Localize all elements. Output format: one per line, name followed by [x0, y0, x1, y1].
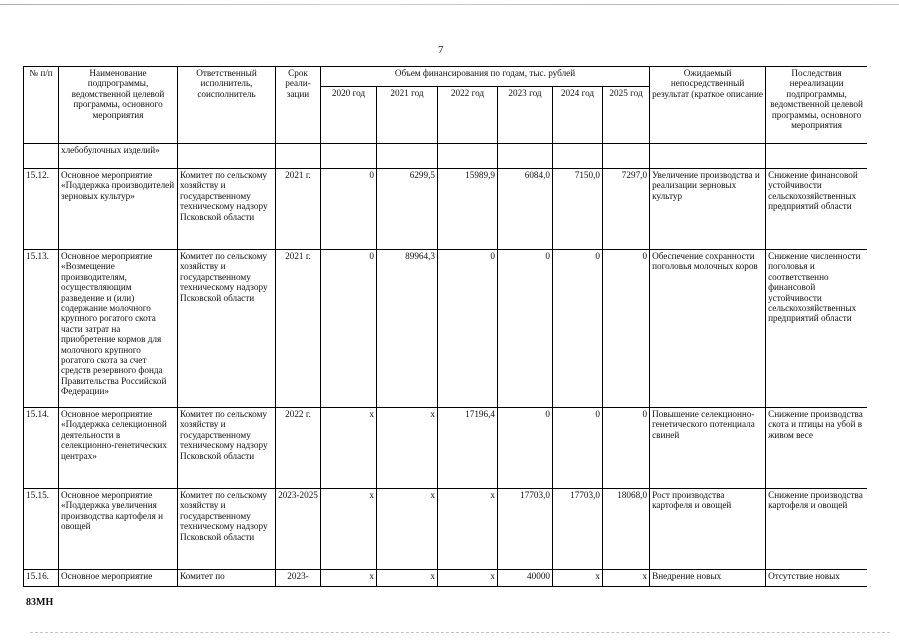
- cell-value-2025: 0: [603, 250, 650, 408]
- cell-value-2021: x: [377, 408, 438, 489]
- cell-value-2020: 0: [321, 169, 377, 250]
- cell-executor: Комитет по сельскому хозяйству и государственному техническому надзору Псковской области: [178, 408, 276, 489]
- page-number: 7: [438, 44, 444, 56]
- cell-value: [553, 144, 603, 169]
- cell-value-2024: 7150,0: [553, 169, 603, 250]
- table-row: [24, 408, 868, 489]
- cell-value-2023: 17703,0: [498, 489, 553, 570]
- cell-value: [321, 144, 377, 169]
- cell-value-2022: 0: [438, 250, 498, 408]
- table-row-continuation: [24, 144, 868, 169]
- cell-result: Повышение селекционно-генетического потенциала свиней: [650, 408, 766, 489]
- cell-value-2023: 40000: [498, 570, 553, 587]
- header-consequences: Последствия нереализации подпрограммы, ведомственной целевой программы, основного мероприятия: [766, 67, 867, 144]
- cell-term: 2021 г.: [276, 169, 321, 250]
- cell-value-2021: x: [377, 570, 438, 587]
- cell-value-2022: x: [438, 489, 498, 570]
- scan-edge-bottom: [30, 632, 890, 634]
- cell-executor: Комитет по сельскому хозяйству и государственному техническому надзору Псковской области: [178, 489, 276, 570]
- cell-result: Увеличение производства и реализации зерновых культур: [650, 169, 766, 250]
- cell-value-2025: 18068,0: [603, 489, 650, 570]
- cell-executor: [178, 144, 276, 169]
- cell-consequences: Снижение финансовой устойчивости сельскохозяйственных предприятий области: [766, 169, 867, 250]
- footer-code: 83МН: [26, 597, 54, 608]
- program-table-container: [23, 66, 867, 588]
- cell-value-2024: 17703,0: [553, 489, 603, 570]
- cell-consequences: [766, 144, 867, 169]
- cell-consequences: Снижение производства скота и птицы на убой в живом весе: [766, 408, 867, 489]
- header-year-2024: 2024 год: [553, 87, 603, 144]
- program-activities-table: [23, 66, 867, 587]
- header-term: Срок реали-зации: [276, 67, 321, 144]
- cell-value-2024: x: [553, 570, 603, 587]
- cell-num: 15.12.: [24, 169, 59, 250]
- header-num: № п/п: [24, 67, 59, 144]
- cell-num: 15.14.: [24, 408, 59, 489]
- cell-value-2021: 89964,3: [377, 250, 438, 408]
- scan-edge-top: [0, 4, 899, 5]
- cell-value-2022: 15989,9: [438, 169, 498, 250]
- cell-value-2020: x: [321, 570, 377, 587]
- cell-value: [438, 144, 498, 169]
- cell-value: [498, 144, 553, 169]
- cell-value: [377, 144, 438, 169]
- cell-value-2023: 0: [498, 250, 553, 408]
- header-name: Наименование подпрограммы, ведомственной целевой программы, основного мероприятия: [59, 67, 178, 144]
- cell-result: Рост производства картофеля и овощей: [650, 489, 766, 570]
- header-year-2021: 2021 год: [377, 87, 438, 144]
- header-executor: Ответственный исполнитель, соисполнитель: [178, 67, 276, 144]
- cell-name: хлебобулочных изделий»: [59, 144, 178, 169]
- cell-consequences: Снижение численности поголовья и соответственно финансовой устойчивости сельскохозяйственных предприятий области: [766, 250, 867, 408]
- cell-value-2023: 0: [498, 408, 553, 489]
- cell-term: [276, 144, 321, 169]
- cell-term: 2023-2025: [276, 489, 321, 570]
- cell-consequences: Отсутствие новых: [766, 570, 867, 587]
- cell-value-2021: x: [377, 489, 438, 570]
- header-year-2022: 2022 год: [438, 87, 498, 144]
- cell-num: [24, 144, 59, 169]
- cell-name: Основное мероприятие: [59, 570, 178, 587]
- table-row: [24, 250, 868, 408]
- header-year-2025: 2025 год: [603, 87, 650, 144]
- cell-executor: Комитет по сельскому хозяйству и государственному техническому надзору Псковской области: [178, 169, 276, 250]
- table-row: [24, 169, 868, 250]
- header-financing: Объем финансирования по годам, тыс. рублей: [321, 67, 650, 87]
- cell-value-2025: 7297,0: [603, 169, 650, 250]
- cell-term: 2022 г.: [276, 408, 321, 489]
- cell-num: 15.13.: [24, 250, 59, 408]
- cell-consequences: Снижение производства картофеля и овощей: [766, 489, 867, 570]
- cell-value-2025: 0: [603, 408, 650, 489]
- header-year-2020: 2020 год: [321, 87, 377, 144]
- cell-num: 15.15.: [24, 489, 59, 570]
- cell-executor: Комитет по: [178, 570, 276, 587]
- cell-value-2025: x: [603, 570, 650, 587]
- cell-value-2021: 6299,5: [377, 169, 438, 250]
- cell-value: [603, 144, 650, 169]
- cell-value-2023: 6084,0: [498, 169, 553, 250]
- header-row-top: [24, 67, 868, 87]
- cell-executor: Комитет по сельскому хозяйству и государственному техническому надзору Псковской области: [178, 250, 276, 408]
- table-row: [24, 489, 868, 570]
- cell-name: Основное мероприятие «Поддержка селекционной деятельности в селекционно-генетических центрах»: [59, 408, 178, 489]
- header-result: Ожидаемый непосредственный результат (краткое описание: [650, 67, 766, 144]
- cell-result: [650, 144, 766, 169]
- cell-value-2024: 0: [553, 408, 603, 489]
- cell-value-2022: 17196,4: [438, 408, 498, 489]
- header-year-2023: 2023 год: [498, 87, 553, 144]
- cell-term: 2021 г.: [276, 250, 321, 408]
- cell-term: 2023-: [276, 570, 321, 587]
- cell-value-2022: x: [438, 570, 498, 587]
- cell-value-2020: x: [321, 408, 377, 489]
- cell-num: 15.16.: [24, 570, 59, 587]
- cell-result: Обеспечение сохранности поголовья молочных коров: [650, 250, 766, 408]
- cell-name: Основное мероприятие «Поддержка увеличения производства картофеля и овощей: [59, 489, 178, 570]
- cell-value-2020: 0: [321, 250, 377, 408]
- cell-name: Основное мероприятие «Возмещение производителям, осуществляющим разведение и (или) содержание молочного крупного рогатого скота части затрат на приобретение кормов для молочного крупного рогатого скота за счет средств резервного фонда Правительства Российской Федерации»: [59, 250, 178, 408]
- cell-value-2024: 0: [553, 250, 603, 408]
- cell-name: Основное мероприятие «Поддержка производителей зерновых культур»: [59, 169, 178, 250]
- table-row: [24, 570, 868, 587]
- cell-result: Внедрение новых: [650, 570, 766, 587]
- cell-value-2020: x: [321, 489, 377, 570]
